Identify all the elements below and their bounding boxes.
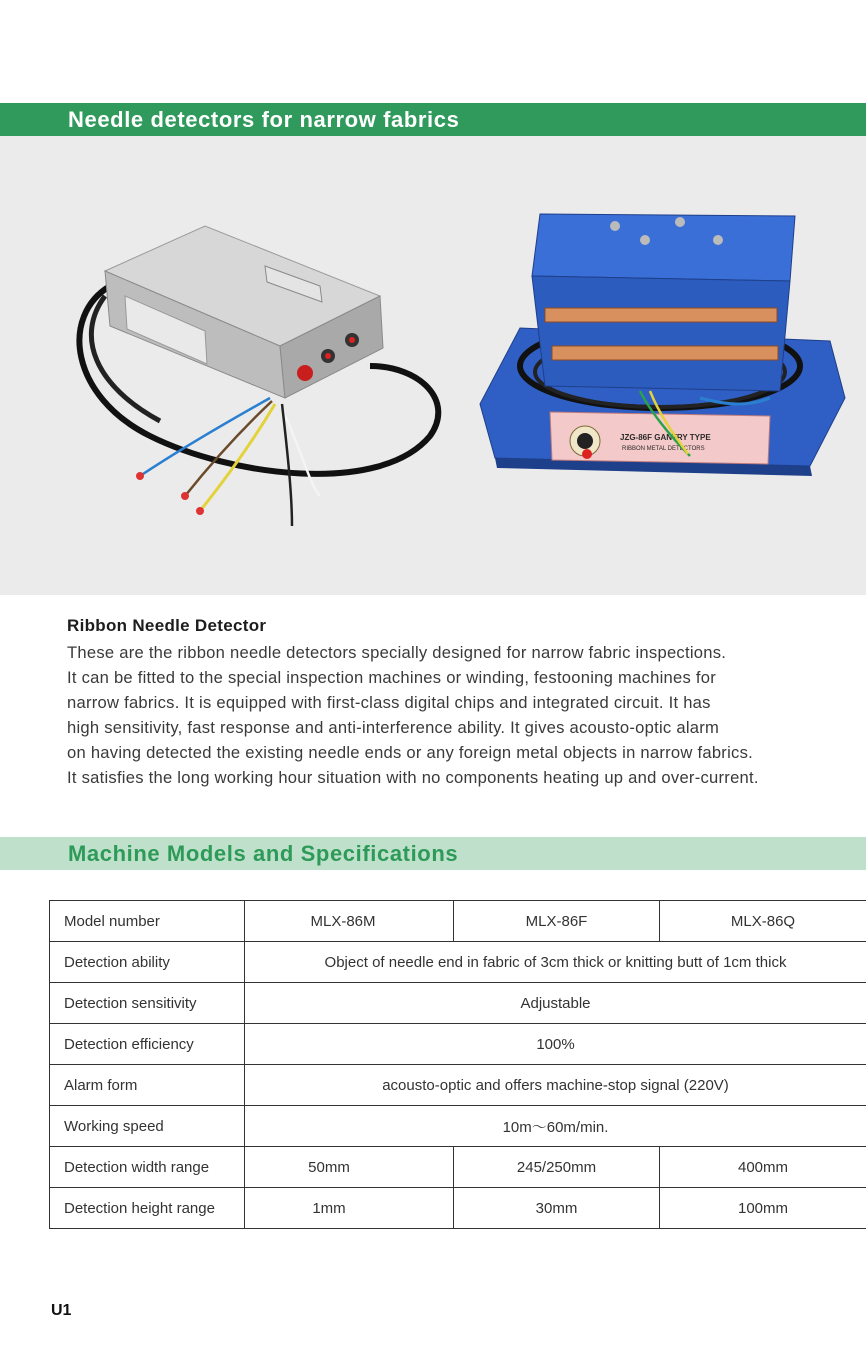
cell-value: 100% <box>245 1024 866 1065</box>
cell-value: MLX-86Q <box>660 901 866 942</box>
cell-value: MLX-86M <box>245 901 454 942</box>
row-label: Detection width range <box>50 1147 245 1188</box>
spec-table <box>49 900 866 1229</box>
row-label: Detection height range <box>50 1188 245 1229</box>
cell-value: 245/250mm <box>454 1147 660 1188</box>
description-line: on having detected the existing needle ends or any foreign metal objects in narrow fabrics. <box>67 743 753 762</box>
row-label: Detection sensitivity <box>50 983 245 1024</box>
row-label: Alarm form <box>50 1065 245 1106</box>
section-header-band <box>0 103 866 136</box>
table-row <box>50 901 866 942</box>
cell-value: Object of needle end in fabric of 3cm thick or knitting butt of 1cm thick <box>245 942 866 983</box>
product-photo-area <box>0 136 866 595</box>
page-title: Needle detectors for narrow fabrics <box>68 107 460 132</box>
description-line: high sensitivity, fast response and anti-interference ability. It gives acousto-optic alarm <box>67 718 720 737</box>
table-row <box>50 1188 866 1229</box>
gantry-detector-image <box>480 214 845 476</box>
cell-value: 30mm <box>454 1188 660 1229</box>
product-description <box>67 640 857 790</box>
cell-value: 1mm <box>245 1188 454 1229</box>
cell-value: 100mm <box>660 1188 866 1229</box>
table-row <box>50 1065 866 1106</box>
table-row <box>50 942 866 983</box>
row-label: Detection ability <box>50 942 245 983</box>
row-label: Detection efficiency <box>50 1024 245 1065</box>
table-row <box>50 1106 866 1147</box>
specs-header-band <box>0 837 866 870</box>
specs-title: Machine Models and Specifications <box>68 841 459 866</box>
description-line: It satisfies the long working hour situation with no components heating up and over-current. <box>67 768 759 787</box>
page-number: U1 <box>51 1302 72 1319</box>
cell-value: 10m～60m/min. <box>245 1106 866 1147</box>
cell-value: MLX-86F <box>454 901 660 942</box>
cell-value: 50mm <box>245 1147 454 1188</box>
gantry-plate-title: JZG-86F GANTRY TYPE <box>620 433 711 442</box>
description-line: narrow fabrics. It is equipped with first-class digital chips and integrated circuit. It has <box>67 693 711 712</box>
cell-value: 400mm <box>660 1147 866 1188</box>
table-row <box>50 1147 866 1188</box>
description-line: It can be fitted to the special inspection machines or winding, festooning machines for <box>67 668 716 687</box>
gantry-plate-subtitle: RIBBON METAL DETECTORS <box>622 446 705 452</box>
table-row <box>50 1024 866 1065</box>
row-label: Model number <box>50 901 245 942</box>
product-heading: Ribbon Needle Detector <box>67 616 267 635</box>
row-label: Working speed <box>50 1106 245 1147</box>
description-line: These are the ribbon needle detectors specially designed for narrow fabric inspections. <box>67 643 727 662</box>
product-illustration <box>0 136 866 595</box>
steel-detector-image <box>79 226 438 526</box>
cell-value: acousto-optic and offers machine-stop signal (220V) <box>245 1065 866 1106</box>
cell-value: Adjustable <box>245 983 866 1024</box>
table-row <box>50 983 866 1024</box>
